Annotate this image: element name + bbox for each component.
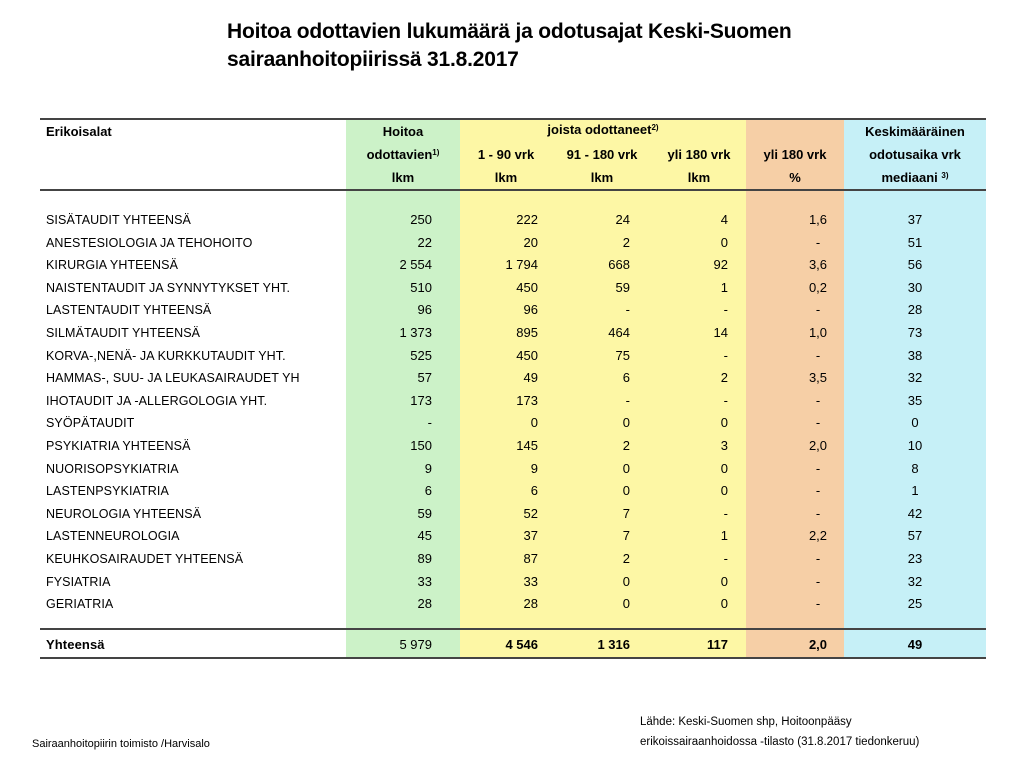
1-90-cell: 87 — [523, 551, 538, 566]
header-mediaani: mediaani $^{3)}$ — [881, 170, 949, 185]
median-cell: 56 — [907, 257, 923, 273]
pct-cell: - — [815, 392, 821, 408]
header-bottom-rule — [40, 189, 986, 191]
over-180-cell: 1 — [720, 528, 728, 544]
header-hoitoa: Hoitoa — [382, 124, 424, 139]
91-180-cell: 0 — [622, 460, 630, 476]
1-90-cell: 52 — [523, 505, 538, 521]
totals-1-90: 4 546 — [505, 637, 538, 652]
row-label: KEUHKOSAIRAUDET YHTEENSÄ — [46, 552, 244, 566]
over-180-cell: 92 — [713, 257, 728, 273]
1-90-cell: 0 — [530, 415, 538, 431]
pct-cell: 2,2 — [808, 528, 828, 544]
header-joista-odottaneet: joista odottaneet$^{2)}$ — [547, 122, 659, 137]
91-180-cell: 464 — [608, 325, 630, 340]
median-cell: 32 — [907, 370, 923, 386]
median-cell: 35 — [907, 392, 923, 408]
row-label: SYÖPÄTAUDIT — [46, 416, 135, 431]
totals-over-180: 117 — [707, 637, 728, 652]
row-label: KORVA-,NENÄ- JA KURKKUTAUDIT YHT. — [46, 348, 286, 363]
median-cell: 23 — [907, 551, 923, 566]
91-180-cell: 6 — [622, 370, 630, 386]
pct-cell: - — [815, 573, 821, 589]
91-180-cell: 24 — [615, 212, 630, 227]
over-180-cell: 1 — [720, 279, 728, 295]
1-90-cell: 222 — [516, 212, 538, 227]
median-cell: 1 — [911, 483, 919, 499]
median-cell: 38 — [907, 347, 923, 363]
header-91-180: 91 - 180 vrk — [566, 147, 638, 162]
total-cell: 2 554 — [399, 257, 432, 273]
header-91-180-unit: lkm — [590, 170, 614, 185]
91-180-cell: 0 — [622, 596, 630, 612]
total-cell: 89 — [417, 551, 432, 566]
total-cell: 59 — [417, 505, 432, 521]
row-label: IHOTAUDIT JA -ALLERGOLOGIA YHT. — [46, 393, 268, 408]
over-180-cell: - — [723, 302, 728, 318]
header-erikoisalat: Erikoisalat — [46, 124, 112, 139]
1-90-cell: 1 794 — [505, 257, 538, 273]
91-180-cell: 0 — [622, 415, 630, 431]
over-180-cell: 14 — [713, 325, 728, 340]
over-180-cell: 4 — [720, 212, 728, 227]
over-180-cell: 0 — [720, 596, 728, 612]
total-cell: 525 — [410, 347, 432, 363]
1-90-cell: 37 — [523, 528, 538, 544]
total-cell: 1 373 — [399, 325, 432, 340]
91-180-cell: 75 — [615, 347, 630, 363]
1-90-cell: 895 — [516, 325, 538, 340]
total-cell: - — [427, 415, 432, 431]
total-cell: 57 — [417, 370, 432, 386]
91-180-cell: 0 — [622, 483, 630, 499]
header-1-90: 1 - 90 vrk — [477, 147, 535, 162]
pct-cell: 0,2 — [808, 279, 828, 295]
table-bottom-rule — [40, 657, 986, 659]
pct-cell: - — [815, 234, 821, 250]
1-90-cell: 173 — [516, 392, 538, 408]
title-line-2: sairaanhoitopiirissä 31.8.2017 — [227, 48, 519, 71]
91-180-cell: 668 — [608, 257, 630, 273]
over-180-cell: - — [723, 392, 728, 408]
header-odotusaika: odotusaika vrk — [869, 147, 961, 162]
totals-pct: 2,0 — [808, 637, 828, 652]
header-over-180-unit: lkm — [687, 170, 711, 185]
header-over-180: yli 180 vrk — [667, 147, 731, 162]
row-label: HAMMAS-, SUU- JA LEUKASAIRAUDET YH — [46, 371, 300, 386]
91-180-cell: 59 — [615, 279, 630, 295]
row-label: PSYKIATRIA YHTEENSÄ — [46, 439, 191, 453]
total-cell: 28 — [417, 596, 432, 612]
median-cell: 30 — [907, 279, 923, 295]
total-cell: 6 — [424, 483, 432, 499]
footer-source-line-1: Lähde: Keski-Suomen shp, Hoitoonpääsy — [640, 716, 852, 728]
median-cell: 10 — [907, 438, 923, 453]
over-180-cell: 0 — [720, 483, 728, 499]
row-label: KIRURGIA YHTEENSÄ — [46, 258, 179, 273]
pct-cell: - — [815, 505, 821, 521]
91-180-cell: - — [625, 392, 630, 408]
title-line-1: Hoitoa odottavien lukumäärä ja odotusajat Keski-Suomen — [227, 20, 792, 43]
median-cell: 51 — [907, 234, 923, 250]
total-cell: 96 — [417, 302, 432, 318]
pct-cell: 3,5 — [808, 370, 828, 386]
91-180-cell: 7 — [622, 528, 630, 544]
over-180-cell: - — [723, 347, 728, 363]
total-cell: 45 — [417, 528, 432, 544]
1-90-cell: 450 — [516, 347, 538, 363]
pct-cell: 2,0 — [808, 438, 828, 453]
1-90-cell: 450 — [516, 279, 538, 295]
1-90-cell: 49 — [523, 370, 538, 386]
total-cell: 250 — [410, 212, 432, 227]
over-180-cell: 0 — [720, 573, 728, 589]
row-label: SILMÄTAUDIT YHTEENSÄ — [46, 326, 201, 340]
pct-cell: - — [815, 347, 821, 363]
row-label: LASTENPSYKIATRIA — [46, 484, 169, 499]
page-title — [227, 18, 987, 74]
over-180-cell: 0 — [720, 460, 728, 476]
median-cell: 0 — [911, 415, 919, 431]
row-label: GERIATRIA — [46, 597, 114, 612]
header-pct-unit: % — [789, 170, 801, 185]
median-cell: 28 — [907, 302, 923, 318]
pct-cell: - — [815, 483, 821, 499]
header-1-90-unit: lkm — [494, 170, 518, 185]
row-label: NEUROLOGIA YHTEENSÄ — [46, 506, 202, 521]
91-180-cell: 2 — [622, 551, 630, 566]
median-cell: 25 — [907, 596, 923, 612]
header-odottavien: odottavien$^{1)}$ — [366, 147, 440, 162]
1-90-cell: 96 — [523, 302, 538, 318]
1-90-cell: 145 — [516, 438, 538, 453]
header-keskimaarainen: Keskimääräinen — [865, 124, 965, 139]
median-cell: 8 — [911, 460, 919, 476]
median-cell: 37 — [907, 212, 923, 227]
1-90-cell: 33 — [523, 573, 538, 589]
91-180-cell: 0 — [622, 573, 630, 589]
totals-median: 49 — [907, 637, 923, 652]
median-cell: 42 — [907, 505, 923, 521]
totals-total: 5 979 — [399, 637, 432, 652]
footer-source — [640, 712, 919, 752]
header-hoitoa-unit: lkm — [391, 170, 415, 185]
91-180-cell: 7 — [622, 505, 630, 521]
over-180-cell: 3 — [720, 438, 728, 453]
1-90-cell: 28 — [523, 596, 538, 612]
row-label: NAISTENTAUDIT JA SYNNYTYKSET YHT. — [46, 280, 291, 295]
1-90-cell: 9 — [530, 460, 538, 476]
over-180-cell: - — [723, 505, 728, 521]
over-180-cell: 2 — [720, 370, 728, 386]
pct-cell: - — [815, 415, 821, 431]
total-cell: 510 — [410, 279, 432, 295]
1-90-cell: 20 — [523, 234, 538, 250]
91-180-cell: 2 — [622, 438, 630, 453]
pct-cell: - — [815, 551, 821, 566]
row-label: NUORISOPSYKIATRIA — [46, 461, 179, 476]
totals-91-180: 1 316 — [597, 637, 630, 652]
total-cell: 150 — [410, 438, 432, 453]
median-cell: 73 — [907, 325, 923, 340]
over-180-cell: 0 — [720, 415, 728, 431]
91-180-cell: - — [625, 302, 630, 318]
row-label: FYSIATRIA — [46, 574, 111, 589]
total-cell: 173 — [410, 392, 432, 408]
over-180-cell: 0 — [720, 234, 728, 250]
row-label: ANESTESIOLOGIA JA TEHOHOITO — [46, 235, 253, 250]
median-cell: 32 — [907, 573, 923, 589]
pct-cell: - — [815, 596, 821, 612]
pct-cell: 1,0 — [808, 325, 828, 340]
row-label: SISÄTAUDIT YHTEENSÄ — [46, 213, 191, 227]
header-pct: yli 180 vrk — [763, 147, 827, 162]
pct-cell: 1,6 — [808, 212, 828, 227]
totals-label: Yhteensä — [46, 637, 105, 652]
total-cell: 22 — [417, 234, 432, 250]
over-180-cell: - — [723, 551, 728, 566]
pct-cell: - — [815, 460, 821, 476]
footer-author: Sairaanhoitopiirin toimisto /Harvisalo — [32, 738, 210, 750]
pct-cell: - — [815, 302, 821, 318]
total-cell: 9 — [424, 460, 432, 476]
pct-cell: 3,6 — [808, 257, 828, 273]
row-label: LASTENTAUDIT YHTEENSÄ — [46, 303, 212, 318]
footer-source-line-2: erikoissairaanhoidossa -tilasto (31.8.2017 tiedonkeruu) — [640, 736, 920, 748]
waiting-table — [40, 118, 986, 659]
total-cell: 33 — [417, 573, 432, 589]
1-90-cell: 6 — [530, 483, 538, 499]
totals-top-rule — [40, 628, 986, 630]
91-180-cell: 2 — [622, 234, 630, 250]
row-label: LASTENNEUROLOGIA — [46, 529, 180, 544]
median-cell: 57 — [907, 528, 923, 544]
